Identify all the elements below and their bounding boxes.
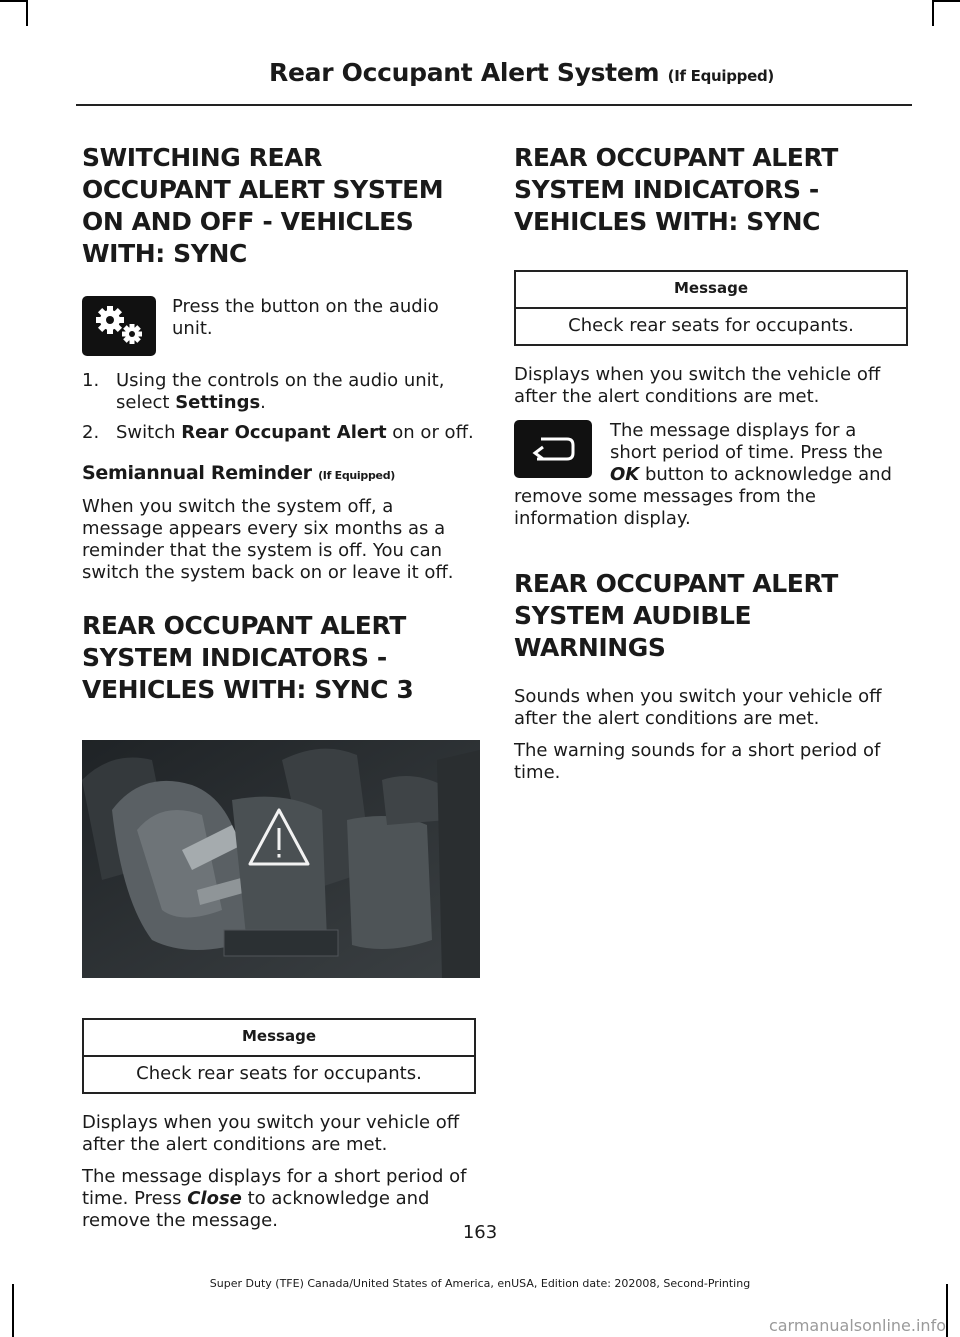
watermark: carmanualsonline.info (768, 1316, 946, 1335)
crop-mark (0, 0, 26, 2)
steps-list (82, 370, 474, 444)
sync3-paragraph-1: Displays when you switch your vehicle off after the alert conditions are met. (82, 1112, 460, 1155)
icon-instruction-text: Press the button on the audio unit. (172, 296, 439, 339)
list-item: 2. Switch Rear Occupant Alert on or off. (82, 422, 474, 443)
page-header-title: Rear Occupant Alert System (269, 58, 660, 87)
section-title-sync3: REAR OCCUPANT ALERT SYSTEM INDICATORS - VEHICLES WITH: SYNC 3 (82, 611, 414, 704)
rear-seat-photo (82, 740, 480, 978)
settings-keyword: Settings (175, 392, 261, 413)
table-header: Message (84, 1020, 474, 1057)
table-cell: Check rear seats for occupants. (136, 1063, 422, 1084)
crop-mark (932, 0, 934, 26)
page-header (269, 58, 774, 87)
ok-instruction (514, 420, 906, 540)
message-table (82, 1018, 476, 1094)
return-arrow-icon (514, 420, 592, 478)
right-column (514, 142, 906, 794)
section-title-switching: SWITCHING REAR OCCUPANT ALERT SYSTEM ON AND OFF - VEHICLES WITH: SYNC (82, 143, 444, 268)
settings-gears-icon (82, 296, 156, 356)
page-number: 163 (462, 1222, 498, 1243)
header-rule (76, 104, 912, 106)
rear-occupant-alert-keyword: Rear Occupant Alert (181, 422, 387, 443)
left-column (82, 142, 474, 1242)
reminder-paragraph: When you switch the system off, a message appears every six months as a reminder that the system is off. You can switch the system back on or leave it off. (82, 496, 454, 583)
footer-edition: Super Duty (TFE) Canada/United States of America, enUSA, Edition date: 202008, Second-Printing (209, 1277, 751, 1290)
audible-paragraph-1: Sounds when you switch your vehicle off after the alert conditions are met. (514, 686, 882, 729)
sync-paragraph-1: Displays when you switch the vehicle off after the alert conditions are met. (514, 364, 881, 407)
section-title-audible: REAR OCCUPANT ALERT SYSTEM AUDIBLE WARNINGS (514, 569, 838, 662)
crop-mark (946, 1284, 948, 1337)
message-table (514, 270, 908, 346)
sync3-paragraph-2: The message displays for a short period of time. Press Close to acknowledge and remove the message. (82, 1166, 467, 1231)
subsection-title: Semiannual Reminder (If Equipped) (82, 462, 396, 484)
close-keyword: Close (187, 1188, 242, 1209)
table-header: Message (516, 272, 906, 309)
crop-mark (26, 0, 28, 26)
section-title-sync: REAR OCCUPANT ALERT SYSTEM INDICATORS - VEHICLES WITH: SYNC (514, 143, 838, 236)
list-item: 1. Using the controls on the audio unit, select Settings. (82, 370, 445, 413)
page-header-qualifier: (If Equipped) (667, 67, 774, 85)
sync-paragraph-2: The message displays for a short period of time. Press the OK button to acknowledge and remove some messages from the information display. (514, 420, 892, 529)
crop-mark (934, 0, 960, 2)
icon-instruction (82, 296, 474, 356)
audible-paragraph-2: The warning sounds for a short period of time. (514, 740, 881, 783)
table-cell: Check rear seats for occupants. (568, 315, 854, 336)
crop-mark (12, 1284, 14, 1337)
ok-keyword: OK (610, 464, 640, 485)
